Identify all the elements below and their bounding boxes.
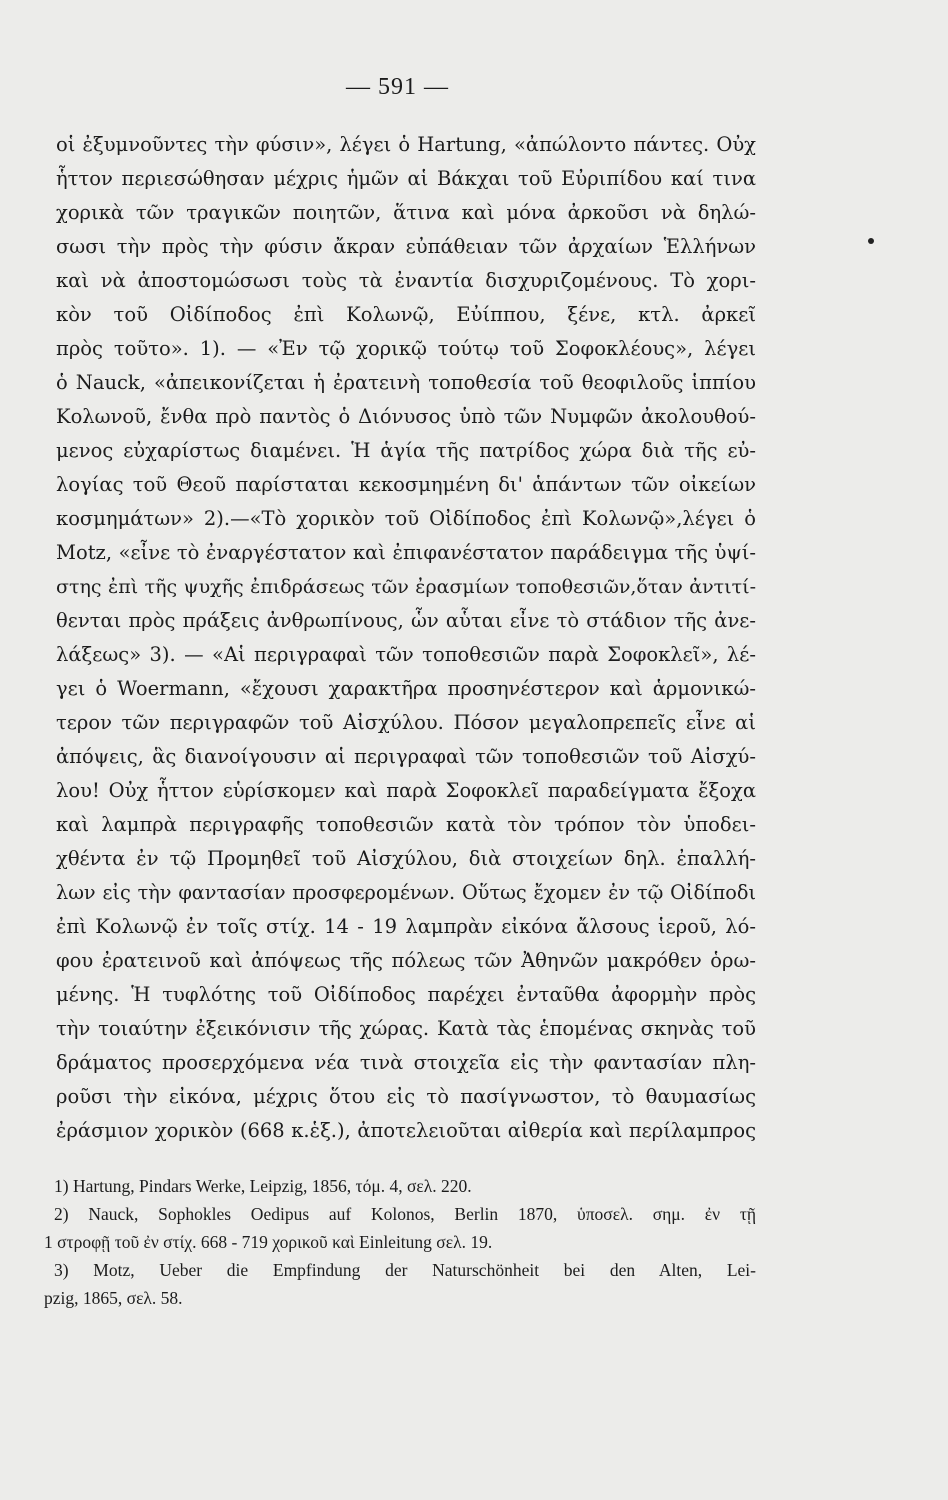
text-line: καὶ λαμπρὰ περιγραφῆς τοποθεσιῶν κατὰ τὸν τρόπον τὸν ὑποδει-	[56, 813, 756, 836]
text-line: ἀπόψεις, ἃς διανοίγουσιν αἱ περιγραφαὶ τῶν τοποθεσιῶν τοῦ Αἰσχύ-	[56, 745, 756, 768]
text-line: οἱ ἐξυμνοῦντες τὴν φύσιν», λέγει ὁ Hartung, «ἀπώλοντο πάντες. Οὐχ	[56, 133, 756, 156]
footnote-2-continued: 1 στροφῇ τοῦ ἐν στίχ. 668 - 719 χορικοῦ καὶ Einleitung σελ. 19.	[44, 1232, 493, 1252]
text-line: σωσι τὴν πρὸς τὴν φύσιν ἄκραν εὐπάθειαν τῶν ἀρχαίων Ἑλλήνων	[56, 235, 756, 258]
footnote-2: 2) Nauck, Sophokles Oedipus auf Kolonos, Berlin 1870, ὑποσελ. σημ. ἐν τῇ	[54, 1204, 756, 1224]
page-number: — 591 —	[346, 74, 449, 100]
text-line: λου! Οὐχ ἧττον εὑρίσκομεν καὶ παρὰ Σοφοκλεῖ παραδείγματα ἔξοχα	[56, 779, 756, 802]
body-text	[56, 128, 756, 1148]
footnote-3: 3) Motz, Ueber die Empfindung der Naturschönheit bei den Alten, Lei-	[54, 1260, 756, 1280]
text-line: θενται πρὸς πράξεις ἀνθρωπίνους, ὧν αὗται εἶνε τὸ στάδιον τῆς ἀνε-	[56, 609, 756, 632]
text-line: ἐπὶ Κολωνῷ ἐν τοῖς στίχ. 14 - 19 λαμπρὰν εἰκόνα ἄλσους ἱεροῦ, λό-	[56, 915, 756, 938]
text-line: χορικὰ τῶν τραγικῶν ποιητῶν, ἅτινα καὶ μόνα ἀρκοῦσι νὰ δηλώ-	[56, 201, 756, 224]
footnotes	[44, 1172, 756, 1312]
text-line: Κολωνοῦ, ἔνθα πρὸ παντὸς ὁ Διόνυσος ὑπὸ τῶν Νυμφῶν ἀκολουθού-	[56, 405, 756, 428]
text-line: τερον τῶν περιγραφῶν τοῦ Αἰσχύλου. Πόσον μεγαλοπρεπεῖς εἶνε αἱ	[56, 711, 756, 734]
text-line: ἐράσμιον χορικὸν (668 κ.ἑξ.), ἀποτελειοῦται αἰθερία καὶ περίλαμπρος	[56, 1119, 756, 1142]
text-line: κὸν τοῦ Οἰδίποδος ἐπὶ Κολωνῷ, Εὐίππου, ξένε, κτλ. ἀρκεῖ	[56, 303, 756, 326]
text-line: δράματος προσερχόμενα νέα τινὰ στοιχεῖα εἰς τὴν φαντασίαν πλη-	[56, 1051, 756, 1074]
text-line: λογίας τοῦ Θεοῦ παρίσταται κεκοσμημένη δι' ἁπάντων τῶν οἰκείων	[56, 473, 756, 496]
text-line: κοσμημάτων» 2).—«Τὸ χορικὸν τοῦ Οἰδίποδος ἐπὶ Κολωνῷ»,λέγει ὁ	[56, 507, 756, 530]
text-line: ὁ Nauck, «ἀπεικονίζεται ἡ ἐρατεινὴ τοποθεσία τοῦ θεοφιλοῦς ἱππίου	[56, 371, 756, 394]
text-line: λάξεως» 3). — «Αἱ περιγραφαὶ τῶν τοποθεσιῶν παρὰ Σοφοκλεῖ», λέ-	[56, 643, 756, 666]
margin-speck	[868, 238, 874, 244]
text-line: μένης. Ἡ τυφλότης τοῦ Οἰδίποδος παρέχει ἐνταῦθα ἀφορμὴν πρὸς	[56, 983, 756, 1006]
text-line: φου ἐρατεινοῦ καὶ ἀπόψεως τῆς πόλεως τῶν Ἀθηνῶν μακρόθεν ὁρω-	[56, 949, 756, 972]
text-line: λων εἰς τὴν φαντασίαν προσφερομένων. Οὕτως ἔχομεν ἐν τῷ Οἰδίποδι	[56, 881, 756, 904]
text-line: πρὸς τοῦτο». 1). — «Ἐν τῷ χορικῷ τούτῳ τοῦ Σοφοκλέους», λέγει	[56, 337, 756, 360]
text-line: ροῦσι τὴν εἰκόνα, μέχρις ὅτου εἰς τὸ πασίγνωστον, τὸ θαυμασίως	[56, 1085, 756, 1108]
footnote-3-continued: pzig, 1865, σελ. 58.	[44, 1288, 183, 1308]
text-line: καὶ νὰ ἀποστομώσωσι τοὺς τὰ ἐναντία δισχυριζομένους. Τὸ χορι-	[56, 269, 756, 292]
text-line: χθέντα ἐν τῷ Προμηθεῖ τοῦ Αἰσχύλου, διὰ στοιχείων δηλ. ἐπαλλή-	[56, 847, 756, 870]
footnote-1: 1) Hartung, Pindars Werke, Leipzig, 1856, τόμ. 4, σελ. 220.	[54, 1176, 472, 1196]
text-line: μενος εὐχαρίστως διαμένει. Ἡ ἁγία τῆς πατρίδος χώρα διὰ τῆς εὐ-	[56, 439, 756, 462]
text-line: στης ἐπὶ τῆς ψυχῆς ἐπιδράσεως τῶν ἐρασμίων τοποθεσιῶν,ὅταν ἀντιτί-	[56, 576, 756, 598]
text-line: Motz, «εἶνε τὸ ἐναργέστατον καὶ ἐπιφανέστατον παράδειγμα τῆς ὑψί-	[56, 541, 756, 564]
text-line: ἧττον περιεσώθησαν μέχρις ἡμῶν αἱ Βάκχαι τοῦ Εὐριπίδου καί τινα	[56, 167, 756, 190]
text-line: γει ὁ Woermann, «ἔχουσι χαρακτῆρα προσηνέστερον καὶ ἁρμονικώ-	[56, 677, 756, 700]
text-line: τὴν τοιαύτην ἐξεικόνισιν τῆς χώρας. Κατὰ τὰς ἑπομένας σκηνὰς τοῦ	[56, 1017, 756, 1040]
